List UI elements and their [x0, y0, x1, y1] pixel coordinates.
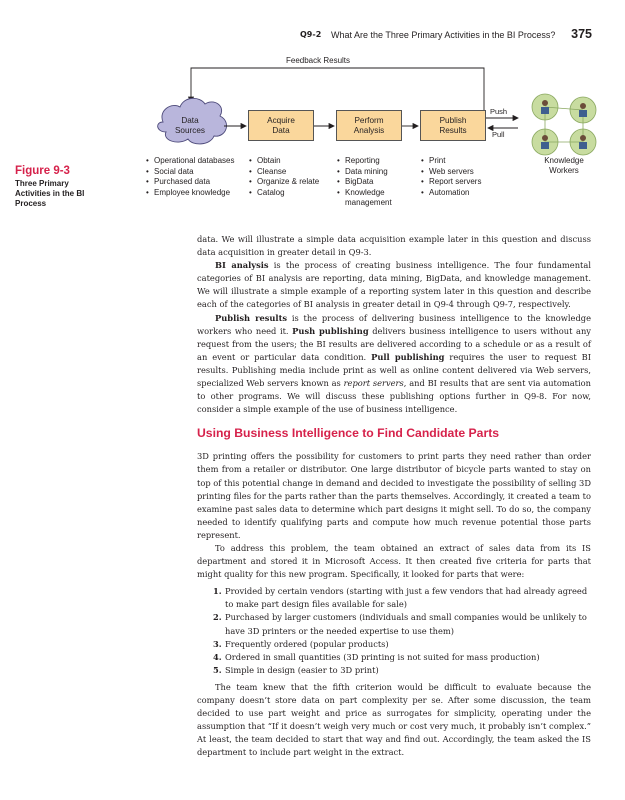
section-heading: Using Business Intelligence to Find Candidate Parts — [197, 426, 500, 441]
section-title: What Are the Three Primary Activities in the BI Process? — [331, 30, 556, 40]
analysis-list — [337, 156, 405, 209]
item-text: Simple in design (easier to 3D print) — [225, 664, 379, 675]
term-push-publishing: Push publishing — [292, 325, 369, 336]
list-item: • BigData — [337, 177, 405, 188]
list-item: • Organize & relate — [249, 177, 319, 188]
list-item: • Operational databases — [146, 156, 235, 167]
list-item: • Automation — [421, 188, 481, 199]
item-number: 4. — [213, 651, 222, 662]
paragraph — [197, 259, 591, 311]
body-text — [197, 233, 591, 759]
list-item: • Print — [421, 156, 481, 167]
paragraph: The team knew that the fifth criterion would be difficult to evaluate because the company doesn’t store data on part complexity per se. After some discussion, the team decided to use part weight and price as surrogates for simplicity, operating under the assumption that “If it doesn’t weigh very much or cost very much, it probably isn’t complex.” At least, the team decided to start that way and find out. Accordingly, the team asked the IS department to include part weight in the extract. — [197, 681, 591, 758]
data-sources-label: Data Sources — [174, 116, 206, 135]
knowledge-workers-illustration — [532, 94, 596, 155]
item-text: Purchased by larger customers (individuals and small companies would be unlikely to have 3D printers or the needed expertise to use them) — [225, 612, 587, 636]
feedback-arrow — [191, 68, 484, 116]
item-text: Frequently ordered (popular products) — [225, 638, 389, 649]
item-number: 3. — [213, 638, 222, 649]
item-number: 2. — [213, 612, 222, 623]
figure-diagram — [0, 52, 625, 242]
list-item: • Knowledge management — [337, 188, 405, 209]
list-item — [197, 664, 591, 677]
paragraph — [197, 312, 591, 417]
section-number: Q9-2 — [300, 30, 322, 39]
paragraph-text: is the process of creating business intelligence. The four fundamental categories of BI analysis are reporting, data mining, BigData, and knowledge management. We will illustrate a simple example of a reporting system later in this question and describe each of the categories of BI analysis in greater detail in Q9-4 through Q9-7, respectively. — [197, 260, 591, 310]
paragraph: To address this problem, the team obtained an extract of sales data from its IS department and stored it in Microsoft Access. It then created five criteria for parts that might quality for this new program. Specifically, it looked for parts that were: — [197, 542, 591, 580]
page-number: 375 — [571, 27, 592, 41]
publish-list — [421, 156, 481, 198]
term-pull-publishing: Pull publishing — [371, 351, 445, 362]
push-label: Push — [490, 107, 508, 116]
item-text: Ordered in small quantities (3D printing is not suited for mass production) — [225, 651, 540, 662]
criteria-list — [197, 585, 591, 677]
item-number: 5. — [213, 664, 222, 675]
publish-results-box: Publish Results — [420, 110, 486, 141]
term-bi-analysis: BI analysis — [215, 260, 269, 271]
paragraph-text: is the process of delivering business intelligence to the knowledge workers who need it. — [197, 312, 591, 336]
list-item: • Obtain — [249, 156, 319, 167]
paragraph-text: delivers business intelligence to users without any request from the users; the BI results are delivered according to a schedule or as a result of an event or particular data condition. — [197, 325, 591, 362]
figure-caption-label: Figure 9-3 — [15, 165, 70, 177]
figure-caption-text: Three Primary Activities in the BI Process — [15, 179, 85, 208]
list-item: • Web servers — [421, 167, 481, 178]
list-item: • Catalog — [249, 188, 319, 199]
paragraph-text: requires the user to request BI results. Publishing media include print as well as online content delivered via Web servers, specialized Web servers known as — [197, 351, 591, 389]
feedback-label: Feedback Results — [286, 56, 351, 65]
bi-process-figure — [0, 52, 625, 242]
perform-analysis-box: Perform Analysis — [336, 110, 402, 141]
list-item: • Employee knowledge — [146, 188, 235, 199]
list-item: • Reporting — [337, 156, 405, 167]
list-item: • Purchased data — [146, 177, 235, 188]
term-publish-results: Publish results — [215, 312, 288, 323]
term-report-servers: report servers — [343, 378, 404, 389]
list-item: • Report servers — [421, 177, 481, 188]
list-item — [197, 651, 591, 664]
paragraph: data. We will illustrate a simple data acquisition example later in this question and discuss data acquisition in greater detail in Q9-3. — [197, 234, 591, 258]
list-item — [197, 638, 591, 651]
list-item: • Data mining — [337, 167, 405, 178]
paragraph: 3D printing offers the possibility for customers to print parts they need rather than order them from a retailer or distributor. One large distributor of bicycle parts wanted to stay on top of this potential change in demand and decided to investigate the possibility of selling 3D printing files for the parts rather than the parts themselves. Accordingly, it created a team to examine past sales data to determine which part designs it might sell. To do so, the company needed to identify qualifying parts and compute how much revenue potential those parts represent. — [197, 451, 591, 540]
item-number: 1. — [213, 586, 222, 597]
list-item — [197, 585, 591, 611]
sources-list — [146, 156, 235, 198]
list-item — [197, 611, 591, 637]
acquire-list — [249, 156, 319, 198]
acquire-data-box: Acquire Data — [248, 110, 314, 141]
running-header — [0, 26, 625, 46]
list-item: • Cleanse — [249, 167, 319, 178]
pull-label: Pull — [492, 130, 505, 139]
paragraph-text: , and BI results that are sent via automation to other programs. We will discuss these publishing options further in Q9-8. For now, consider a simple example of the use of business intelligence. — [197, 378, 592, 415]
item-text: Provided by certain vendors (starting with just a few vendors that had already agreed to make part design files available for sale) — [225, 586, 588, 610]
knowledge-workers-label: Knowledge Workers — [544, 156, 584, 175]
list-item: • Social data — [146, 167, 235, 178]
